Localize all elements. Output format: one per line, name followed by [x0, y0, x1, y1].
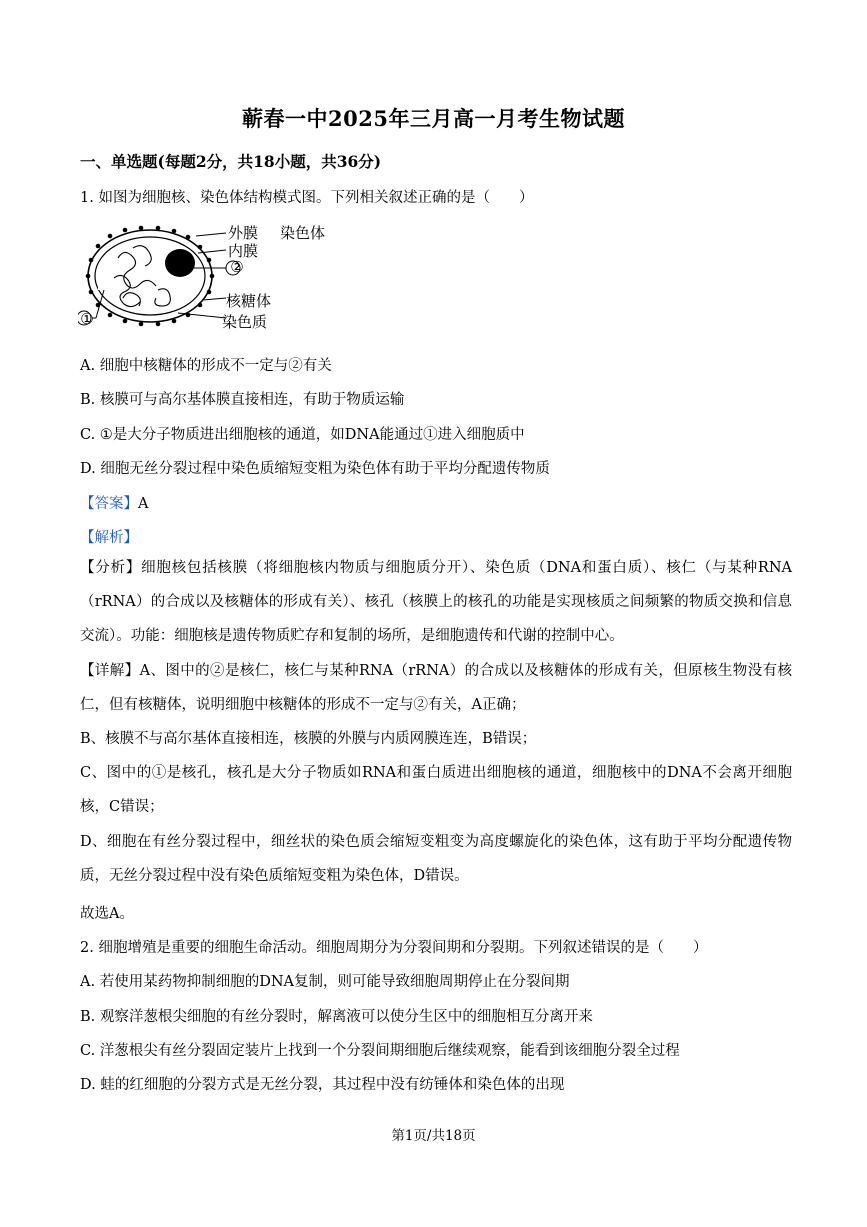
fenxi-paragraph — [80, 551, 792, 653]
question-2-option-c: C. 洋葱根尖有丝分裂固定装片上找到一个分裂间期细胞后继续观察，能看到该细胞分裂全过程 — [80, 1043, 680, 1059]
chromatin-shape — [114, 246, 170, 307]
label-ribosome: 核糖体 — [226, 292, 272, 310]
nuclear-pore-shape — [98, 280, 106, 290]
ribosome-dots — [86, 226, 215, 327]
fenxi-tag: 【分析】 — [80, 560, 142, 576]
page-title: 蕲春一中2025年三月高一月考生物试题 — [242, 106, 625, 131]
question-2-stem: 2. 细胞增殖是重要的细胞生命活动。细胞周期分为分裂间期和分裂期。下列叙述错误的是（ ） — [80, 940, 708, 956]
xiangjie-a-text: A、图中的②是核仁，核仁与某种RNA（rRNA）的合成以及核糖体的形成有关，但原核生物没有核仁，但有核糖体，说明细胞中核糖体的形成不一定与②有关，A正确； — [80, 663, 792, 713]
answer-line — [80, 492, 148, 513]
outer-membrane-shape — [88, 230, 212, 322]
nucleolus-shape — [165, 249, 195, 277]
question-1-option-c: C. ①是大分子物质进出细胞核的通道，如DNA能通过①进入细胞质中 — [80, 427, 525, 443]
label-outer-membrane: 外膜 — [228, 224, 259, 242]
question-1-option-d: D. 细胞无丝分裂过程中染色质缩短变粗为染色体有助于平均分配遗传物质 — [80, 461, 550, 477]
analysis-tag: 【解析】 — [80, 530, 138, 546]
answer-tag: 【答案】 — [80, 496, 138, 512]
label-nuclear-pore-number: ① — [80, 310, 94, 328]
question-2-option-b: B. 观察洋葱根尖细胞的有丝分裂时，解离液可以使分生区中的细胞相互分离开来 — [80, 1009, 593, 1025]
analysis-line — [80, 526, 138, 547]
label-chromatin: 染色质 — [222, 313, 268, 331]
label-inner-membrane: 内膜 — [228, 242, 259, 260]
xiangjie-paragraph-c: C、图中的①是核孔，核孔是大分子物质如RNA和蛋白质进出细胞核的通道，细胞核中的DNA不会离开细胞核，C错误； — [80, 765, 792, 815]
conclusion-line: 故选A。 — [80, 906, 134, 922]
xiangjie-paragraph-b: B、核膜不与高尔基体直接相连，核膜的外膜与内质网膜连连，B错误； — [80, 731, 537, 747]
answer-value: A — [138, 496, 149, 512]
question-1-stem: 1. 如图为细胞核、染色体结构模式图。下列相关叙述正确的是（ ） — [80, 190, 534, 206]
section-heading: 一、单选题(每题2分，共18小题，共36分) — [80, 152, 382, 171]
xiangjie-paragraph-a — [80, 654, 792, 722]
question-2-option-a: A. 若使用某药物抑制细胞的DNA复制，则可能导致细胞周期停止在分裂间期 — [80, 974, 570, 990]
label-chromosome: 染色体 — [280, 224, 326, 242]
question-2-option-d: D. 蛙的红细胞的分裂方式是无丝分裂，其过程中没有纺锤体和染色体的出现 — [80, 1077, 565, 1093]
question-1-option-b: B. 核膜可与高尔基体膜直接相连，有助于物质运输 — [80, 392, 405, 408]
xiangjie-paragraph-d: D、细胞在有丝分裂过程中，细丝状的染色质会缩短变粗变为高度螺旋化的染色体，这有助于平均分配遗传物质，无丝分裂过程中没有染色质缩短变粗为染色体，D错误。 — [80, 834, 792, 884]
label-nucleolus-number: ② — [230, 258, 244, 276]
xiangjie-tag: 【详解】 — [80, 663, 140, 679]
inner-membrane-shape — [95, 237, 205, 315]
question-1-option-a: A. 细胞中核糖体的形成不一定与②有关 — [80, 358, 332, 374]
fenxi-text: 细胞核包括核膜（将细胞核内物质与细胞质分开）、染色质（DNA和蛋白质）、核仁（与某种RNA（rRNA）的合成以及核糖体的形成有关）、核孔（核膜上的核孔的功能是实现核质之间频繁的物质交换和信息交流）。功能：细胞核是遗传物质贮存和复制的场所，是细胞遗传和代谢的控制中心。 — [80, 560, 793, 644]
page-footer: 第1页/共18页 — [391, 1128, 476, 1144]
